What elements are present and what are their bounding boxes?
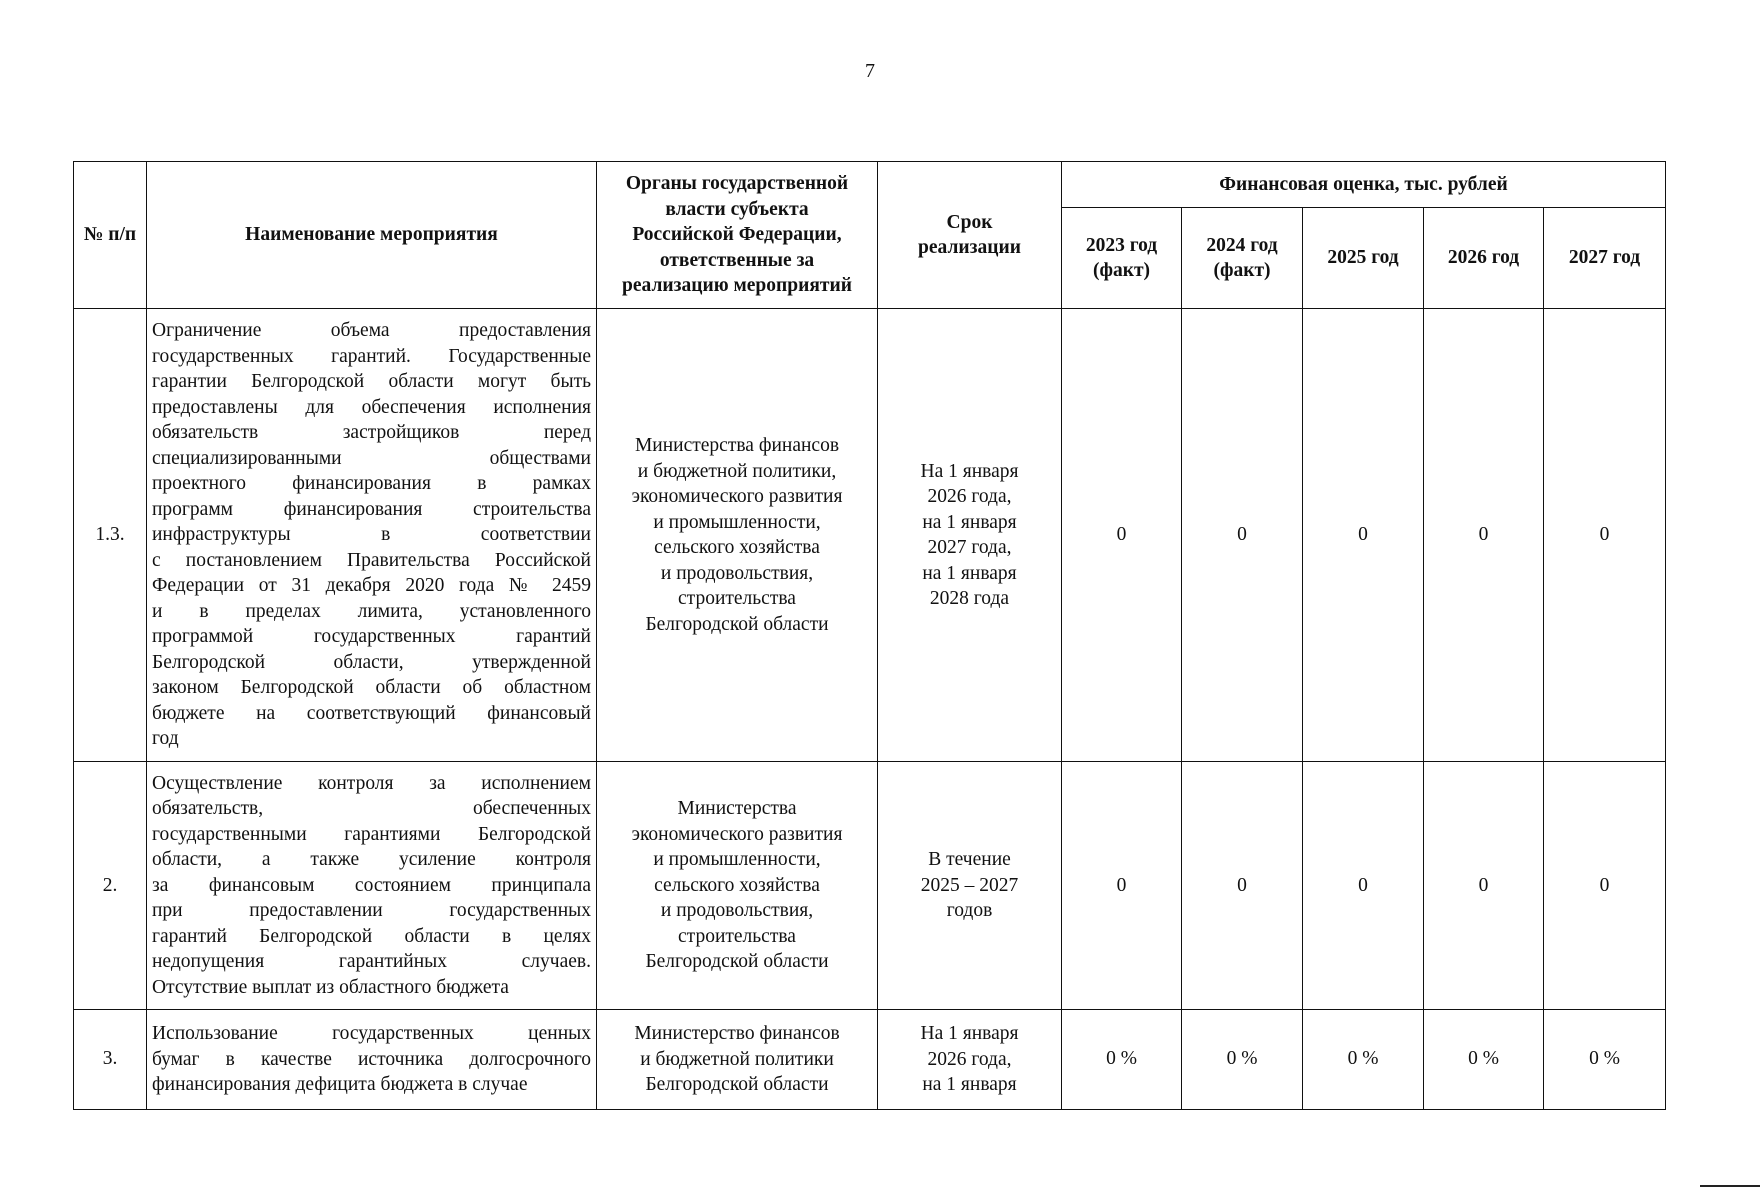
measure-name-line: при предоставлении государственных xyxy=(152,900,591,922)
measure-name-line: Белгородской области, утвержденной xyxy=(152,651,591,673)
responsible-organs-line: строительства xyxy=(678,588,796,609)
measure-name-line: обязательств застройщиков перед xyxy=(152,422,591,444)
header-term xyxy=(878,162,1062,309)
responsible-organs-line: Белгородской области xyxy=(645,1074,829,1096)
page-number: 7 xyxy=(865,60,875,82)
responsible-organs-line: сельского хозяйства xyxy=(654,537,820,558)
implementation-term-line: на 1 января xyxy=(922,511,1017,533)
measure-name-line: Использование государственных ценных xyxy=(152,1023,591,1045)
measure-name-line: предоставлены для обеспечения исполнения xyxy=(152,396,591,418)
measure-name-line: области, а также усиление контроля xyxy=(152,849,591,871)
implementation-term-line: 2026 года, xyxy=(927,1048,1012,1070)
table-row xyxy=(74,309,1666,762)
responsible-organs-line: Белгородской области xyxy=(645,613,829,635)
responsible-organs-line: Министерства xyxy=(677,798,797,820)
measure-name xyxy=(147,1010,597,1110)
financial-value: 0 xyxy=(1303,762,1424,1010)
header-organs-line: реализацию мероприятий xyxy=(622,275,852,297)
implementation-term-line: на 1 января xyxy=(922,1074,1017,1096)
measure-name-line: Ограничение объема предоставления xyxy=(152,320,591,342)
header-organs xyxy=(597,162,878,309)
financial-value: 0 xyxy=(1182,762,1303,1010)
measure-name-line: и в пределах лимита, установленного xyxy=(152,600,591,622)
implementation-term xyxy=(878,309,1062,762)
measure-name-line: финансирования дефицита бюджета в случае xyxy=(152,1074,528,1096)
measure-name-line: бумаг в качестве источника долгосрочного xyxy=(152,1048,591,1070)
measures-table xyxy=(73,161,1666,1110)
financial-value: 0 % xyxy=(1062,1010,1182,1110)
header-organs-line: Российской Федерации, xyxy=(632,224,842,246)
implementation-term-line: На 1 января xyxy=(920,460,1019,482)
implementation-term-line: годов xyxy=(946,900,993,922)
measure-name-line: законом Белгородской области об областном xyxy=(152,677,591,699)
header-name: Наименование мероприятия xyxy=(147,162,597,309)
header-year: 2026 год xyxy=(1424,208,1544,309)
header-term-line: Срок xyxy=(946,211,993,233)
header-year: 2025 год xyxy=(1303,208,1424,309)
financial-value: 0 % xyxy=(1303,1010,1424,1110)
measure-name xyxy=(147,762,597,1010)
measure-name-line: специализированными обществами xyxy=(152,447,591,469)
measure-name-line: Федерации от 31 декабря 2020 года № 2459 xyxy=(152,575,591,597)
measure-name-line: с постановлением Правительства Российской xyxy=(152,549,591,571)
responsible-organs xyxy=(597,309,878,762)
implementation-term-line: 2025 – 2027 xyxy=(920,874,1019,896)
implementation-term-line: В течение xyxy=(928,849,1011,871)
measure-name-line: год xyxy=(152,728,179,750)
financial-value: 0 xyxy=(1182,309,1303,762)
financial-value: 0 xyxy=(1424,762,1544,1010)
implementation-term-line: На 1 января xyxy=(920,1023,1019,1045)
implementation-term-line: на 1 января xyxy=(922,562,1017,584)
responsible-organs xyxy=(597,1010,878,1110)
header-finance-group: Финансовая оценка, тыс. рублей xyxy=(1062,162,1666,208)
measure-name-line: недопущения гарантийных случаев. xyxy=(152,951,591,973)
implementation-term xyxy=(878,1010,1062,1110)
header-organs-line: ответственные за xyxy=(659,249,815,271)
header-organs-line: власти субъекта xyxy=(665,198,809,220)
financial-value: 0 xyxy=(1424,309,1544,762)
responsible-organs-line: Министерства финансов xyxy=(634,435,840,456)
measure-name-line: государственных гарантий. Государственные xyxy=(152,345,591,367)
measure-name-line: бюджете на соответствующий финансовый xyxy=(152,702,591,724)
responsible-organs-line: и бюджетной политики xyxy=(640,1048,834,1070)
responsible-organs-line: сельского хозяйства xyxy=(654,874,820,896)
implementation-term-line: 2026 года, xyxy=(927,486,1012,507)
measure-name-line: гарантий Белгородской области в целях xyxy=(152,925,591,947)
measure-name-line: программ финансирования строительства xyxy=(152,498,591,520)
responsible-organs-line: Белгородской области xyxy=(645,951,829,973)
financial-value: 0 xyxy=(1303,309,1424,762)
measure-name-line: инфраструктуры в соответствии xyxy=(152,524,591,546)
financial-value: 0 % xyxy=(1182,1010,1303,1110)
measure-name xyxy=(147,309,597,762)
measure-name-line: Отсутствие выплат из областного бюджета xyxy=(152,976,509,998)
row-number: 2. xyxy=(74,762,147,1010)
header-num: № п/п xyxy=(74,162,147,309)
row-number: 3. xyxy=(74,1010,147,1110)
table-row xyxy=(74,1010,1666,1110)
responsible-organs-line: и продовольствия, xyxy=(660,900,814,922)
row-number: 1.3. xyxy=(74,309,147,762)
financial-value: 0 xyxy=(1062,309,1182,762)
financial-value: 0 xyxy=(1544,762,1666,1010)
responsible-organs-line: и промышленности, xyxy=(653,849,821,871)
measure-name-line: Осуществление контроля за исполнением xyxy=(152,772,591,794)
measure-name-line: за финансовым состоянием принципала xyxy=(152,874,591,896)
financial-value: 0 % xyxy=(1424,1010,1544,1110)
responsible-organs-line: и промышленности, xyxy=(653,511,821,533)
implementation-term xyxy=(878,762,1062,1010)
responsible-organs-line: экономического развития xyxy=(631,823,843,845)
responsible-organs-line: экономического развития xyxy=(631,486,843,507)
measure-name-line: государственными гарантиями Белгородской xyxy=(152,823,591,845)
financial-value: 0 xyxy=(1062,762,1182,1010)
measure-name-line: проектного финансирования в рамках xyxy=(152,473,591,495)
responsible-organs-line: Министерство финансов xyxy=(634,1023,840,1045)
header-term-line: реализации xyxy=(918,237,1021,258)
responsible-organs xyxy=(597,762,878,1010)
financial-value: 0 xyxy=(1544,309,1666,762)
header-row xyxy=(74,162,1666,208)
implementation-term-line: 2027 года, xyxy=(927,537,1012,558)
header-year: 2027 год xyxy=(1544,208,1666,309)
responsible-organs-line: и бюджетной политики, xyxy=(637,460,837,482)
header-year: 2024 год (факт) xyxy=(1182,208,1303,309)
header-organs-line: Органы государственной xyxy=(625,173,849,195)
header-year: 2023 год (факт) xyxy=(1062,208,1182,309)
scan-edge-mark xyxy=(1700,1185,1760,1187)
measure-name-line: гарантии Белгородской области могут быть xyxy=(152,371,591,393)
measure-name-line: обязательств, обеспеченных xyxy=(152,798,591,820)
implementation-term-line: 2028 года xyxy=(929,588,1010,609)
table-row xyxy=(74,762,1666,1010)
responsible-organs-line: строительства xyxy=(678,925,796,947)
responsible-organs-line: и продовольствия, xyxy=(660,562,814,584)
measure-name-line: программой государственных гарантий xyxy=(152,626,591,648)
financial-value: 0 % xyxy=(1544,1010,1666,1110)
